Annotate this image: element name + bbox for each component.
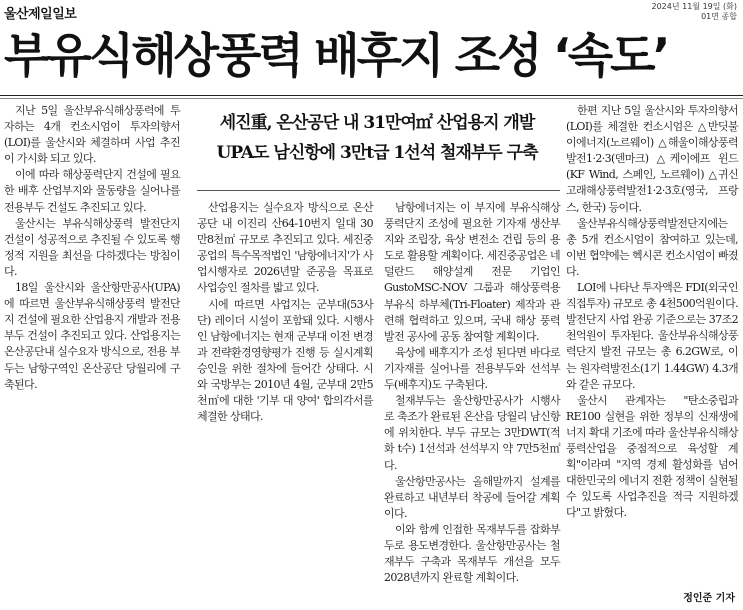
article-column-1 (4, 103, 180, 393)
masthead (0, 0, 743, 24)
paragraph: 이와 함께 인접한 목재부두를 잡화부두로 용도변경한다. 울산항만공사는 철재부두 구축과 목재부두 개선을 모두 2028년까지 완료할 계획이다. (384, 522, 560, 585)
paragraph: 산업용지는 실수요자 방식으로 온산공단 내 이진리 산64-10번지 일대 30만8천㎡ 규모로 추진되고 있다. 세진중공업의 특수목적법인 '남항에너지'가 사업시행자로 2026년말 준공을 목표로 사업승인 절차를 밟고 있다. (197, 201, 373, 295)
headline-rule-thin (0, 98, 743, 99)
article-column-4 (566, 103, 738, 521)
paragraph: 울산시 관계자는 "탄소중립과 RE100 실현을 위한 정부의 신재생에너지 확대 기조에 따라 울산부유식해상풍력산업을 중점적으로 육성할 계획"이라며 "지역 경제 활성화를 넘어 대한민국의 에너지 전환 정책이 실현될 수 있도록 사업추진을 적극 지원하겠다"고 밝혔다. (566, 393, 739, 520)
paragraph: 육상에 배후지가 조성 된다면 바다로 기자재를 실어나를 전용부두와 선석부두(배후지)도 구축된다. (384, 345, 560, 392)
paragraph: 이에 따라 해상풍력단지 건설에 필요한 배후 산업부지와 물동량을 실어나를 전용부두 건설도 추진되고 있다. (4, 168, 180, 214)
article-column-3 (384, 200, 560, 586)
subheadline: 세진重, 온산공단 내 31만여㎡ 산업용지 개발 (219, 113, 535, 133)
paragraph: 남항에너지는 이 부지에 부유식해상풍력단지 조성에 필요한 기자재 생산부지와 조립장, 육상 변전소 건립 등의 용도로 활용할 계획이다. 세진중공업은 네덜란드 해양설계 전문 기업인 GustoMSC-NOV 그룹과 해상풍력용 부유식 하부체(Tri-Floater) 제작과 관련해 협력하고 있으며, 국내 해상 풍력 발전 공사에 공동 참여할 계획이다. (384, 201, 560, 343)
issue-date: 2024년 11월 19일 (화) (651, 2, 737, 11)
subheadline: UPA도 남신항에 3만t급 1선석 철재부두 구축 (216, 143, 538, 163)
paragraph: LOI에 나타난 투자액은 FDI(외국인 직접투자) 규모로 총 4천500억원이다. 발전단지 사업 완공 기준으로는 37조2천억원이 투자된다. 울산부유식해상풍력단지 발전 규모는 총 6.2GW로, 이는 원자력발전소(1기 1.44GW) 4.3개와 같은 규모다. (566, 281, 738, 391)
paper-name: 울산제일일보 (4, 7, 77, 22)
paragraph: 시에 따르면 사업지는 군부대(53사단) 레이더 시설이 포함돼 있다. 시행사인 남항에너지는 현재 군부대 이전 변경과 전략환경영향평가 진행 등 실시계획 승인을 위한 절차에 들어간 상태다. 시와 국방부는 2010년 4월, 군부대 2만5천㎡에 대한 '기부 대 양여' 합의각서를 체결한 상태다. (197, 297, 373, 424)
paragraph: 철재부두는 울산항만공사가 시행사로 축조가 완료된 온산읍 당월리 남신항에 위치한다. 부두 규모는 3만DWT(적화 t수) 1선석과 선석부지 약 7만5천㎡다. (384, 394, 560, 472)
issue-page: 01면 종합 (701, 12, 737, 21)
article-column-2 (197, 200, 373, 425)
subheadline-rule (197, 190, 560, 191)
paragraph: 한편 지난 5일 울산시와 투자의향서(LOI)를 체결한 컨소시엄은 △반딧불이에너지(노르웨이) △해울이해상풍력발전1·2·3(덴마크) △케이에프 윈드(KF Wind, 스페인, 노르웨이) △귀신고래해상풍력발전1·2·3호(영국, 프랑스, 한국) 등이다. (566, 104, 738, 214)
paragraph: 울산항만공사는 올해말까지 설계를 완료하고 내년부터 착공에 들어갈 계획이다. (384, 474, 560, 520)
byline: 정인준 기자 (683, 593, 735, 604)
paragraph: 18일 울산시와 울산항만공사(UPA)에 따르면 울산부유식해상풍력 발전단지 건설에 필요한 산업용지 개발과 전용 부두 건설이 추진되고 있다. 산업용지는 온산공단내 실수요자 방식으로, 전용 부두는 남항구역인 온산공단 당월리에 구축된다. (4, 281, 180, 391)
headline-rule (0, 95, 743, 96)
headline: 부유식해상풍력 배후지 조성 ‘속도’ (4, 29, 668, 84)
paragraph: 울산시는 부유식해상풍력 발전단지 건설이 성공적으로 추진될 수 있도록 행정적 지원을 최선을 다하겠다는 방침이다. (4, 216, 180, 278)
subheadline-block (193, 108, 561, 168)
paragraph: 지난 5일 울산부유식해상풍력에 투자하는 4개 컨소시엄이 투자의향서(LOI)를 울산시와 체결하며 사업 추진이 가시화 되고 있다. (4, 104, 180, 166)
paragraph: 울산부유식해상풍력발전단지에는 총 5개 컨소시엄이 참여하고 있는데, 이번 협약에는 헥시콘 컨소시엄이 빠졌다. (566, 216, 739, 278)
